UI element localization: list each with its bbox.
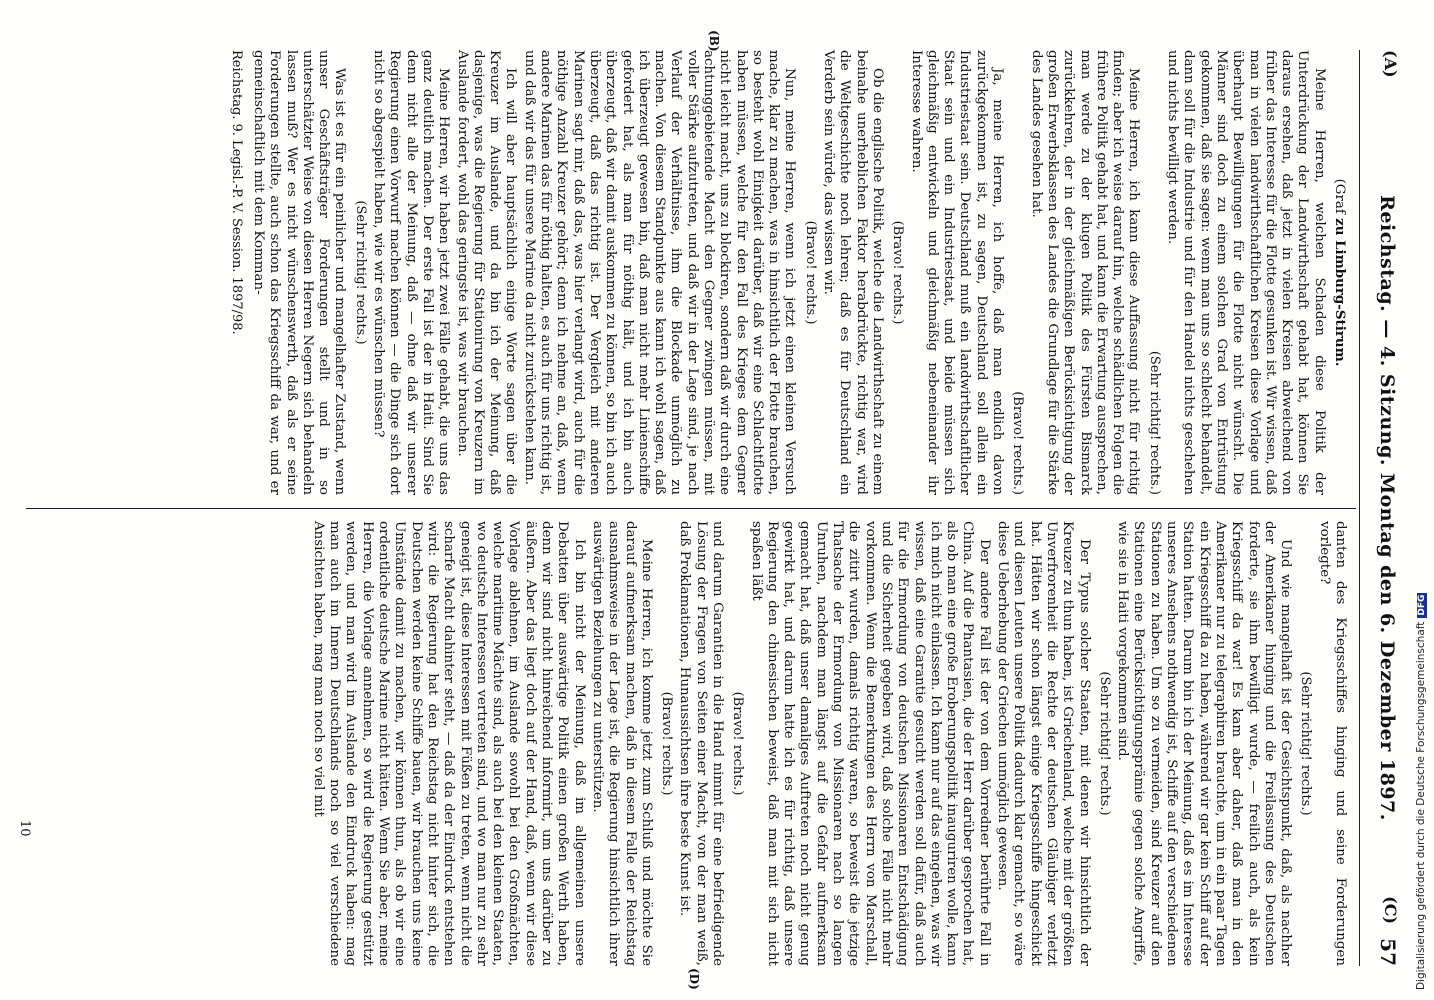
section-marker-a: (A)	[1381, 50, 1400, 78]
sheet-number: 10	[17, 820, 32, 837]
credit-text: Digitalisierung gefördert durch die Deutsche Forschungsgemeinschaft	[1415, 621, 1427, 990]
interjection: (Bravo! rechts.)	[802, 220, 818, 325]
interjection: (Bravo! rechts.)	[659, 691, 675, 796]
paragraph: Der Typus solcher Staaten, mit denen wir hinsichtlich der Kreuzer zu thun haben, ist Griechenland, welche mit der größten Unverfrorenheit die Rechte der deutschen Gläubiger verletzt hat. Hätten wir schon längst einige Kriegsschiffe hingeschickt und diesen Leuten unsere Politik dadurch klar gemacht, so wäre diese Ueberhebung der Griechen unmöglich gewesen.	[995, 521, 1092, 966]
section-marker-b: (B)	[707, 30, 721, 52]
paragraph: Meine Herren, welchen Schaden diese Politik der Unterdrückung der Landwirthschaft gehabt hat, können Sie daraus ersehen, daß jetzt in vielen Kreisen abweichend von früher das Interesse für die Flotte gesunken ist. Wir wissen, daß man in vielen landwirthschaftlichen Kreisen diese Vorlage und überhaupt Bewilligungen für die Flotte nicht wünscht. Die Männer sind doch zu einem solchen Grad von Entrüstung gekommen, daß sie sagen: wenn man uns so schlecht behandelt, dann soll für die Industrie und für den Handel nichts geschehen und nichts bewilligt werden.	[1165, 50, 1327, 495]
column-divider	[26, 508, 1356, 509]
paragraph: Und wie mangelhaft ist der Gesichtspunkt, daß, als nachher der Amerikaner hinging und die Freilassung des Deutschen forderte, sie ihm bewilligt wurde, — freilich auch, als kein Kriegsschiff da war! Es kam aber daher, daß man in den Amerikaner nur zu telegraphiren brauchte, um in ein paar Tagen ein Kriegsschiff da zu haben, während wir gar kein Schiff auf der Station hatten. Darum bin ich der Meinung, daß es im Interesse unseres Ansehens nothwendig ist, Schiffe auf den verschiedenen Stationen zu haben. Um so zu vermeiden, sind Kreuzer auf den Stationen eine Berücksichtigungsprämie gegen solche Angriffe, wie sie in Haiti vorgekommen sind.	[1115, 521, 1294, 966]
header-rule	[1359, 50, 1360, 966]
section-marker-d: (D)	[687, 968, 701, 990]
paragraph: Ich bin nicht der Meinung, daß im allgemeinen unsere Debatten über auswärtige Politik einen großen Werth haben, denn wir sind nicht hinreichend informirt, um uns darüber zu äußern. Aber das liegt doch auf der Hand, daß, wenn wir diese Vorlage ablehnen, im Auslande sowohl bei den Großmächten, welche maritime Mächte sind, als auch bei den kleinen Staaten, wo deutsche Interessen vertreten sind, und wo man nur zu sehr geneigt ist, diese Interessen mit Füßen zu treten, wenn nicht die scharfe Macht dahinter steht, — daß da der Eindruck entstehen wird: die Regierung hat den Reichstag nicht hinter sich, die Deutschen werden keine Schiffe bauen, wir brauchen uns keine Umstände damit zu machen, wir können thun, als ob wir eine ordentliche deutsche Marine nicht hätten. Wenn Sie aber, meine Herren, die Vorlage annehmen, so wird die Regierung gestützt werden, und man wird im Auslande den Eindruck haben: mag man auch im Innern Deutschlands noch so viel verschiedene Ansichten haben, mag man noch so viel mit	[310, 521, 587, 966]
paragraph: danten des Kriegsschiffes hinging und seine Forderungen vorlegte?	[1316, 521, 1348, 966]
volume-footer: Reichstag. 9. Legisl.-P. V. Session. 1897/98.	[228, 50, 244, 335]
paragraph: Was ist es für ein peinlicher und mangelhafter Zustand, wenn unser Geschäftsträger Forderungen stellt und in so unterschätzter Weise von diesen Herren Negern sich behandeln lassen muß? Wer es nicht wünschenswerth, daß als er seine Forderungen stellte, auch schon das Kriegsschiff da war, und er gemeinschaftlich mit dem Komman-	[251, 50, 348, 495]
interjection: (Sehr richtig! rechts.)	[1298, 671, 1314, 816]
digitization-credit	[1415, 10, 1427, 990]
page-header	[1364, 50, 1404, 966]
page-title: Reichstag. — 4. Sitzung. Montag den 6. Dezember 1897.	[1376, 195, 1398, 821]
interjection: (Bravo! rechts.)	[1010, 391, 1026, 495]
speaker-name: zu Limburg-Stirum.	[1332, 218, 1348, 367]
paragraph: Meine Herren, ich kann diese Auffassung nicht für richtig finden; aber ich weise darauf hin, welche schädlichen Folgen die frühere Politik gehabt hat, und kann die Erwartung aussprechen, man werde zu der klugen Politik des Fürsten Bismarck zurückkehren, der in der gleichmäßigen Berücksichtigung der großen Erwerbsklassen des Landes die Grundlage für die Stärke des Landes gesehen hat.	[1028, 50, 1142, 495]
speaker-line	[1331, 50, 1348, 495]
interjection: (Sehr richtig! rechts.)	[352, 200, 368, 345]
interjection: (Sehr richtig! rechts.)	[1146, 350, 1162, 495]
interjection: (Sehr richtig! rechts.)	[1096, 671, 1112, 816]
paragraph: Der andere Fall ist der von dem Vorredner berührte Fall in China. Auf die Phantasien, die der Herr darüber gesprochen hat, als ob man eine große Eroberungspolitik inauguriren wolle, kann ich mich nicht einlassen. Ich kann nur auf das eingehen, was wir wissen, daß eine Garantie gesucht werden soll dafür, daß auch für die Ermordung von deutschen Missionaren Entschädigung und die Sicherheit gegeben wird, daß solche Fälle nicht mehr vorkommen. Wenn die Bemerkungen des Herrn von Marschall, die zitirt wurden, damals richtig waren, so beweist die jetzige Thatsache der Ermordung von Missionaren nach so langen Unruhen, nachdem man längst auf die Gefahr aufmerksam gemacht hat, daß unser damaliges Auftreten noch nicht genug gewirkt hat, und darum hatte ich es für richtig, daß unsere Regierung den chinesischen beweist, daß man mit sich nicht spaßen läßt	[748, 521, 992, 966]
left-column	[225, 50, 1348, 495]
section-marker-c: (C)	[1381, 896, 1400, 924]
paragraph: Nun, meine Herren, wenn ich jetzt einen kleinen Versuch mache, klar zu machen, was in hinsichtlich der Flotte brauchen, so besteht wohl Einigkeit darüber, daß wir eine Schlachtflotte haben müssen, welche für den Fall des Krieges dem Gegner nicht leicht macht, uns zu blockiren, sondern daß wir durch eine achtunggebietende Macht den Gegner zwingen müssen, mit voller Stärke aufzutreten, und daß wir in der Lage sind, je nach Verlauf der Verhältnisse, ihm die Blockade unmöglich zu machen. Von diesem Standpunkte aus kann ich wohl sagen, daß ich überzeugt gewesen bin, daß man nicht mehr Linienschiffe gefordert hat, als man für nöthig hält, und ich bin auch überzeugt, daß wir damit auskommen zu können, so bin ich auch überzeugt, daß das richtig ist. Der Vergleich mit anderen Marinen sagt mir, daß das, was hier verlangt wird, auch für die nöthige Anzahl Kreuzer gehört; denn ich nehme an, daß, wenn andere Marinen das für nöthig halten, es auch für uns richtig ist, und daß wir das für unsere Marine da nicht zurückstehen kann.	[521, 50, 798, 495]
paragraph: Meine Herren, ich komme jetzt zum Schluß und möchte Sie darauf aufmerksam machen, daß in diesem Falle der Reichstag ausnahmsweise in der Lage ist, die Regierung hinsichtlich ihrer auswärtigen Beziehungen zu unterstützen.	[589, 521, 654, 966]
interjection: (Bravo! rechts.)	[890, 220, 906, 325]
paragraph: Ja, meine Herren, ich hoffe, daß man endlich davon zurückgekommen ist, zu sagen, Deutschland soll allein ein Industriestaat sein. Deutschland muß ein landwirthschaftlicher Staat sein und ein Industriestaat, und beide müssen sich gleichmäßig entwickeln und gleichmäßig nebeneinander ihr Interesse wahren.	[908, 50, 1006, 495]
speaker-prefix: (Graf	[1332, 178, 1347, 214]
paragraph: und darum Garantien in die Hand nimmt für eine befriedigende Lösung der Fragen von Seiten einer Macht, von der man weiß, daß Proklamationen, Hunaussichtsen ihre beste Kunst ist.	[677, 521, 726, 966]
dfg-logo-icon: DFG	[1417, 594, 1427, 616]
paragraph: Meine Herren, wir haben jetzt zwei Fälle gehabt, die uns das ganz deutlich machen. Der erste Fall ist der in Haiti. Sind Sie denn nicht alle der Meinung, daß — ohne daß wir unserer Regierung einen Vorwurf machen können — die Dinge sich dort nicht so abgespielt haben, wie wir es wünschen müssen?	[371, 50, 452, 495]
right-column	[308, 521, 1348, 966]
interjection: (Bravo! rechts.)	[730, 691, 746, 796]
paragraph: Ob die englische Politik, welche die Landwirthschaft zu einem beinahe unerheblichen Faktor herabdrückte, richtig war, wird die Weltgeschichte noch lehren; daß es für Deutschland ein Verderb sein würde, das wissen wir.	[821, 50, 885, 495]
page-number: 57	[1376, 938, 1400, 966]
paragraph: Ich will aber hauptsächlich einige Worte sagen über die Kreuzer im Auslande, und da bin ich der Meinung, daß dasjenige, was die Regierung für Stationirung von Kreuzern im Auslande fordert, wohl das geringste ist, was wir brauchen.	[454, 50, 519, 495]
